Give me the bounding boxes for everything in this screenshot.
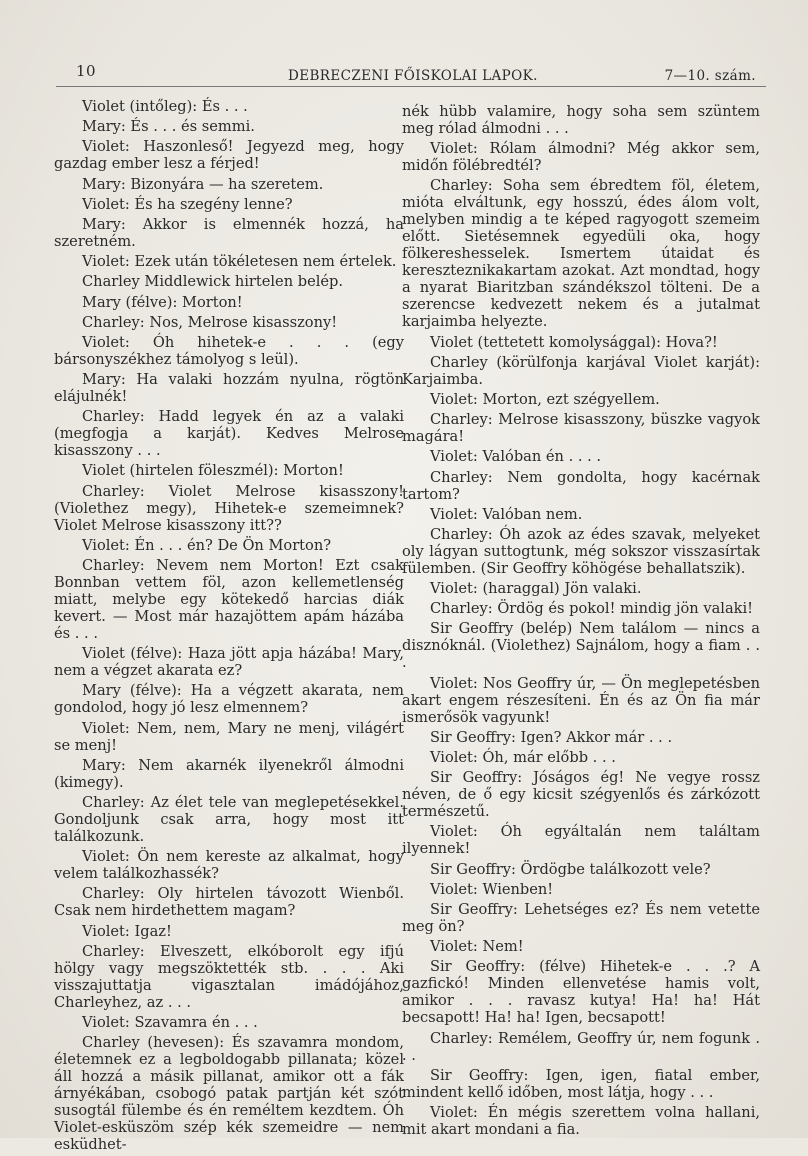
dialogue-line: Sir Geoffry (belép) Nem találom — nincs a disznóknál. (Violethez) Sajnálom, hogy a fiam . . . (402, 620, 760, 672)
dialogue-line: Violet: Nos Geoffry úr, — Ön meglepetésben akart engem részesíteni. Én és az Ön fia már ismerősök vagyunk! (402, 674, 760, 726)
dialogue-line: Charley: Violet Melrose kisasszony! (Violethez megy), Hihetek-e szemeimnek? Violet Melrose kisasszony itt?? (54, 482, 404, 534)
dialogue-line: Violet: Nem! (430, 938, 524, 956)
dialogue-line: Mary: És . . . és semmi. (82, 118, 255, 136)
dialogue-line: Sir Geoffry: Igen? Akkor már . . . (430, 728, 673, 746)
dialogue-line: Violet: Óh egyáltalán nem találtam ilyennek! (402, 823, 760, 858)
dialogue-line: Violet (félve): Haza jött apja házába! Mary, nem a végzet akarata ez? (54, 645, 404, 680)
dialogue-line: Charley: Nem gondolta, hogy kacérnak tartom? (402, 468, 760, 503)
dialogue-line: Mary (félve): Morton! (82, 293, 243, 311)
dialogue-line: Violet: Óh hihetek-e . . . (egy bársonyszékhez támolyog s leül). (54, 333, 404, 368)
dialogue-line: Violet: Szavamra én . . . (82, 1013, 258, 1031)
dialogue-line: Charley: Elveszett, elkóborolt egy ifjú hölgy vagy megszöktették stb. . . . Aki visszajuttatja vigasztalan imádójához, Charleyhez, az . . . (54, 942, 404, 1011)
dialogue-line: Charley: Óh azok az édes szavak, melyeket oly lágyan suttogtunk, még sokszor visszasírtak fülemben. (Sir Geoffry köhögése behallatszik). (402, 525, 760, 577)
dialogue-line: Sir Geoffry: Ördögbe találkozott vele? (430, 860, 711, 878)
dialogue-line: Mary: Nem akarnék ilyenekről álmodni (kimegy). (54, 756, 404, 791)
dialogue-line: Charley (hevesen): És szavamra mondom, életemnek ez a legboldogabb pillanata; közel áll hozzá a másik pillanat, amikor ott a fák árnyékában, csobogó patak partján két szót susogtál fülembe és én reméltem kezdtem. Óh Violet-esküszöm szép kék szemeidre — nem esküdhet- (54, 1034, 404, 1154)
dialogue-line: Violet: Nem, nem, Mary ne menj, világért se menj! (54, 719, 404, 754)
dialogue-line: Charley (körülfonja karjával Violet karját): Karjaimba. (402, 353, 760, 388)
dialogue-line: Violet: Morton, ezt szégyellem. (430, 390, 660, 408)
dialogue-line: Violet (intőleg): És . . . (82, 98, 248, 115)
right-column (402, 103, 760, 1141)
left-column (54, 98, 404, 1156)
dialogue-continuation: nék hübb valamire, hogy soha sem szüntem meg rólad álmodni . . . (402, 103, 760, 137)
dialogue-line: Charley: Ördög és pokol! mindig jön valaki! (430, 600, 754, 618)
dialogue-line: Violet (hirtelen föleszmél): Morton! (82, 462, 344, 480)
dialogue-line: Charley: Soha sem ébredtem föl, életem, mióta elváltunk, egy hosszú, édes álom volt, melyben mindig a te képed ragyogott szemeim előtt. Sietésemnek egyedüli oka, hogy fölkereshesselek. Ismertem útaidat és kereszteznikakartam azokat. Azt mondtad, hogy a nyarat Biaritzban szándékszol tölteni. De a szerencse kedvezett nekem és a jutalmat karjaimba helyezte. (402, 177, 760, 331)
dialogue-line: Mary (félve): Ha a végzett akarata, nem gondolod, hogy jó lesz elmennem? (54, 682, 404, 717)
dialogue-line: Violet: Ezek után tökéletesen nem értelek. (82, 253, 397, 271)
stage-direction: Charley Middlewick hirtelen belép. (82, 273, 343, 291)
page-number: 10 (76, 62, 96, 80)
dialogue-line: Mary: Bizonyára — ha szeretem. (82, 175, 324, 193)
dialogue-line: Violet: És ha szegény lenne? (82, 195, 293, 213)
dialogue-line: Charley: Oly hirtelen távozott Wienből. Csak nem hirdethettem magam? (54, 885, 404, 920)
dialogue-line: Violet: Én . . . én? De Ön Morton? (82, 536, 332, 554)
dialogue-line: Violet: Igaz! (82, 922, 172, 940)
dialogue-line: Sir Geoffry: Jóságos ég! Ne vegye rossz néven, de ő egy kicsit szégyenlős és zárkózott természetű. (402, 769, 760, 821)
publication-title: DEBRECZENI FŐISKOLAI LAPOK. (288, 68, 538, 84)
issue-number: 7—10. szám. (664, 68, 756, 84)
dialogue-line: Violet: Én mégis szerettem volna hallani, mit akart mondani a fia. (402, 1103, 760, 1138)
dialogue-line: Violet (tettetett komolysággal): Hova?! (430, 333, 718, 351)
dialogue-line: Charley: Hadd legyek én az a valaki (megfogja a karját). Kedves Melrose kisasszony . . . (54, 408, 404, 460)
dialogue-line: Sir Geoffry: Lehetséges ez? És nem vetette meg ön? (402, 900, 760, 935)
dialogue-line: Mary: Akkor is elmennék hozzá, ha szeretném. (54, 215, 404, 250)
dialogue-line: Sir Geoffry: (félve) Hihetek-e . . .? A gazfickó! Minden ellenvetése hamis volt, amikor . . . ravasz kutya! Ha! ha! Hát becsapott! Ha! ha! Igen, becsapott! (402, 958, 760, 1027)
dialogue-line: Charley: Melrose kisasszony, büszke vagyok magára! (402, 411, 760, 446)
page-header (56, 62, 766, 87)
dialogue-line: Violet: Valóban én . . . . (430, 448, 602, 466)
dialogue-line: Violet: Ön nem kereste az alkalmat, hogy velem találkozhassék? (54, 848, 404, 883)
dialogue-line: Charley: Nevem nem Morton! Ezt csak Bonnban vettem föl, azon kellemetlenség miatt, melybe egy kötekedő harcias diák kevert. — Most már hazajöttem apám házába és . . . (54, 557, 404, 642)
dialogue-line: Mary: Ha valaki hozzám nyulna, rögtön elájulnék! (54, 371, 404, 406)
dialogue-line: Charley: Az élet tele van meglepetésekkel. Gondoljunk csak arra, hogy most itt találkozunk. (54, 793, 404, 845)
dialogue-line: Violet: Rólam álmodni? Még akkor sem, midőn fölébredtél? (402, 140, 760, 175)
dialogue-line: Violet: Óh, már előbb . . . (430, 749, 616, 766)
dialogue-line: Violet: Valóban nem. (430, 505, 583, 523)
dialogue-line: Violet: Wienben! (430, 880, 554, 898)
dialogue-line: Violet: (haraggal) Jön valaki. (430, 580, 642, 598)
dialogue-line: Charley: Remélem, Geoffry úr, nem fogunk . . . (402, 1029, 760, 1064)
dialogue-line: Sir Geoffry: Igen, igen, fiatal ember, mindent kellő időben, most látja, hogy . . . (402, 1066, 760, 1101)
dialogue-line: Charley: Nos, Melrose kisasszony! (82, 313, 338, 331)
dialogue-line: Violet: Haszonleső! Jegyezd meg, hogy gazdag ember lesz a férjed! (54, 138, 404, 173)
